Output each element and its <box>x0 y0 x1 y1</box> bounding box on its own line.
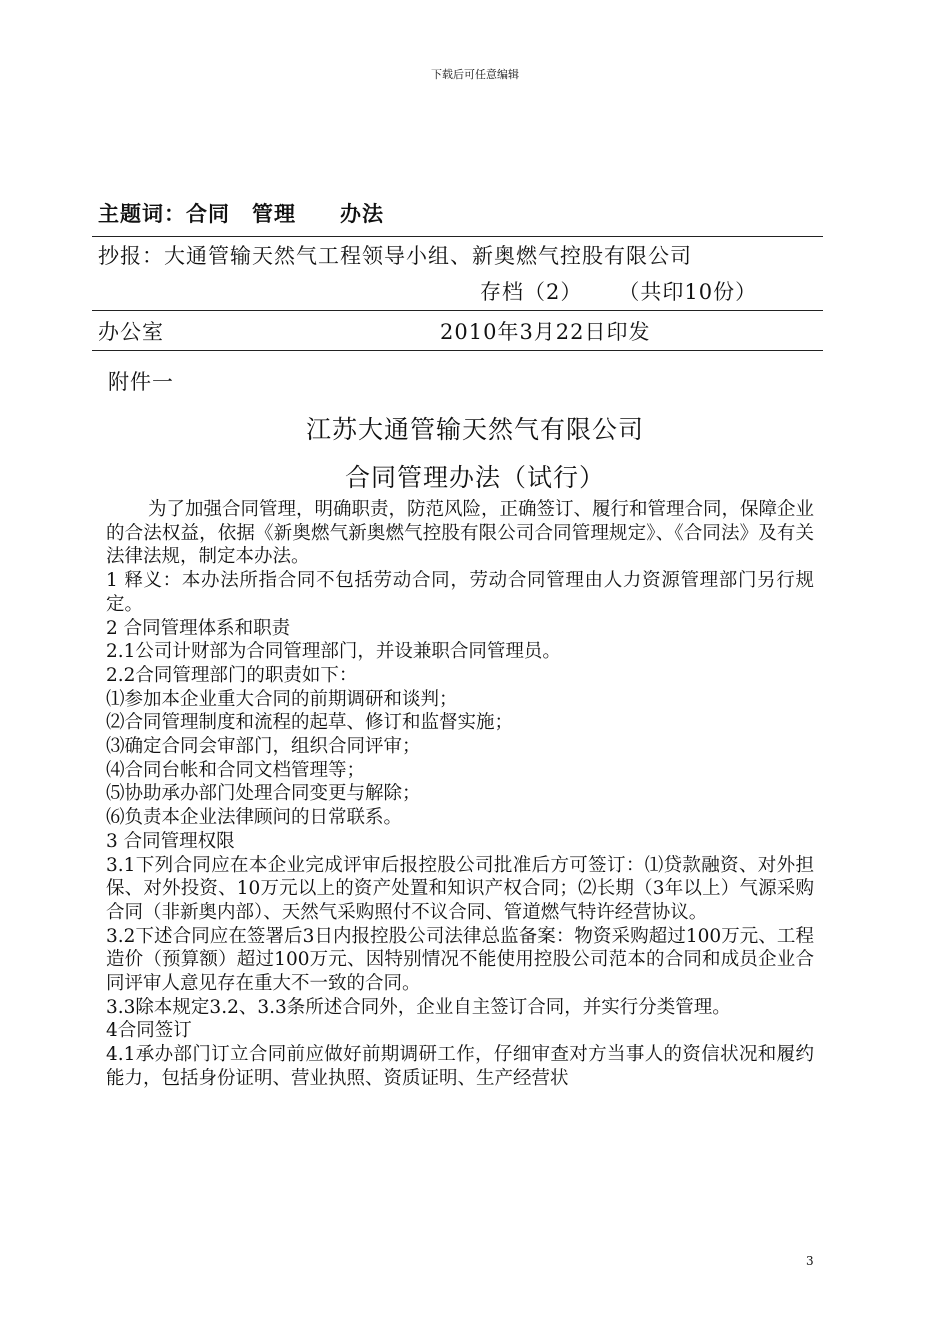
subject-keywords: 主题词：合同 管理 办法 <box>98 201 384 226</box>
paragraph: 1 释义：本办法所指合同不包括劳动合同，劳动合同管理由人力资源管理部门另行规定。 <box>106 570 814 615</box>
paragraph: 4.1承办部门订立合同前应做好前期调研工作，仔细审查对方当事人的资信状况和履约能力，包括身份证明、营业执照、资质证明、生产经营状 <box>106 1044 814 1089</box>
issue-date: 2010年3月22日印发 <box>440 320 651 344</box>
list-item: ⑷合同台帐和合同文档管理等； <box>106 759 366 781</box>
company-title: 江苏大通管输天然气有限公司 <box>305 415 644 444</box>
print-count: （共印10份） <box>618 280 758 304</box>
paragraph: 3.2下述合同应在签署后3日内报控股公司法律总监备案：物资采购超过100万元、工程造价（预算额）超过100万元、因特别情况不能使用控股公司范本的合同和成员企业合同评审人意见存在重大不一致的合同。 <box>106 925 814 995</box>
paragraph: 2.2合同管理部门的职责如下： <box>106 664 358 686</box>
divider-middle <box>92 310 823 311</box>
header-note: 下载后可任意编辑 <box>431 68 519 81</box>
document-title: 合同管理办法（试行） <box>344 463 605 492</box>
attachment-label: 附件一 <box>108 370 174 394</box>
list-item: ⑹负责本企业法律顾问的日常联系。 <box>106 807 403 829</box>
paragraph: 3.1下列合同应在本企业完成评审后报控股公司批准后方可签订：⑴贷款融资、对外担保、对外投资、10万元以上的资产处置和知识产权合同；⑵长期（3年以上）气源采购合同（非新奥内部）、天然气采购照付不议合同、管道燃气特许经营协议。 <box>106 854 814 923</box>
list-item: ⑴参加本企业重大合同的前期调研和谈判； <box>106 688 458 710</box>
cc-recipients: 抄报：大通管输天然气工程领导小组、新奥燃气控股有限公司 <box>98 244 692 268</box>
archive-copies: 存档（2） <box>480 280 583 304</box>
paragraph: 3.3除本规定3.2、3.3条所述合同外，企业自主签订合同，并实行分类管理。 <box>106 996 731 1018</box>
divider-top <box>92 236 823 237</box>
list-item: ⑸协助承办部门处理合同变更与解除； <box>106 783 421 805</box>
issuing-office: 办公室 <box>98 320 164 344</box>
document-body <box>106 498 814 1091</box>
paragraph: 4合同签订 <box>106 1020 192 1042</box>
paragraph-intro: 为了加强合同管理，明确职责，防范风险，正确签订、履行和管理合同，保障企业的合法权益，依据《新奥燃气新奥燃气控股有限公司合同管理规定》、《合同法》及有关法律法规，制定本办法。 <box>106 499 815 568</box>
paragraph: 3 合同管理权限 <box>106 830 235 852</box>
page-number: 3 <box>806 1254 814 1268</box>
paragraph: 2.1公司计财部为合同管理部门，并设兼职合同管理员。 <box>106 641 561 663</box>
list-item: ⑵合同管理制度和流程的起草、修订和监督实施； <box>106 712 514 734</box>
divider-bottom <box>92 350 823 351</box>
list-item: ⑶确定合同会审部门，组织合同评审； <box>106 736 421 758</box>
archive-info <box>480 276 757 306</box>
paragraph: 2 合同管理体系和职责 <box>106 617 291 639</box>
